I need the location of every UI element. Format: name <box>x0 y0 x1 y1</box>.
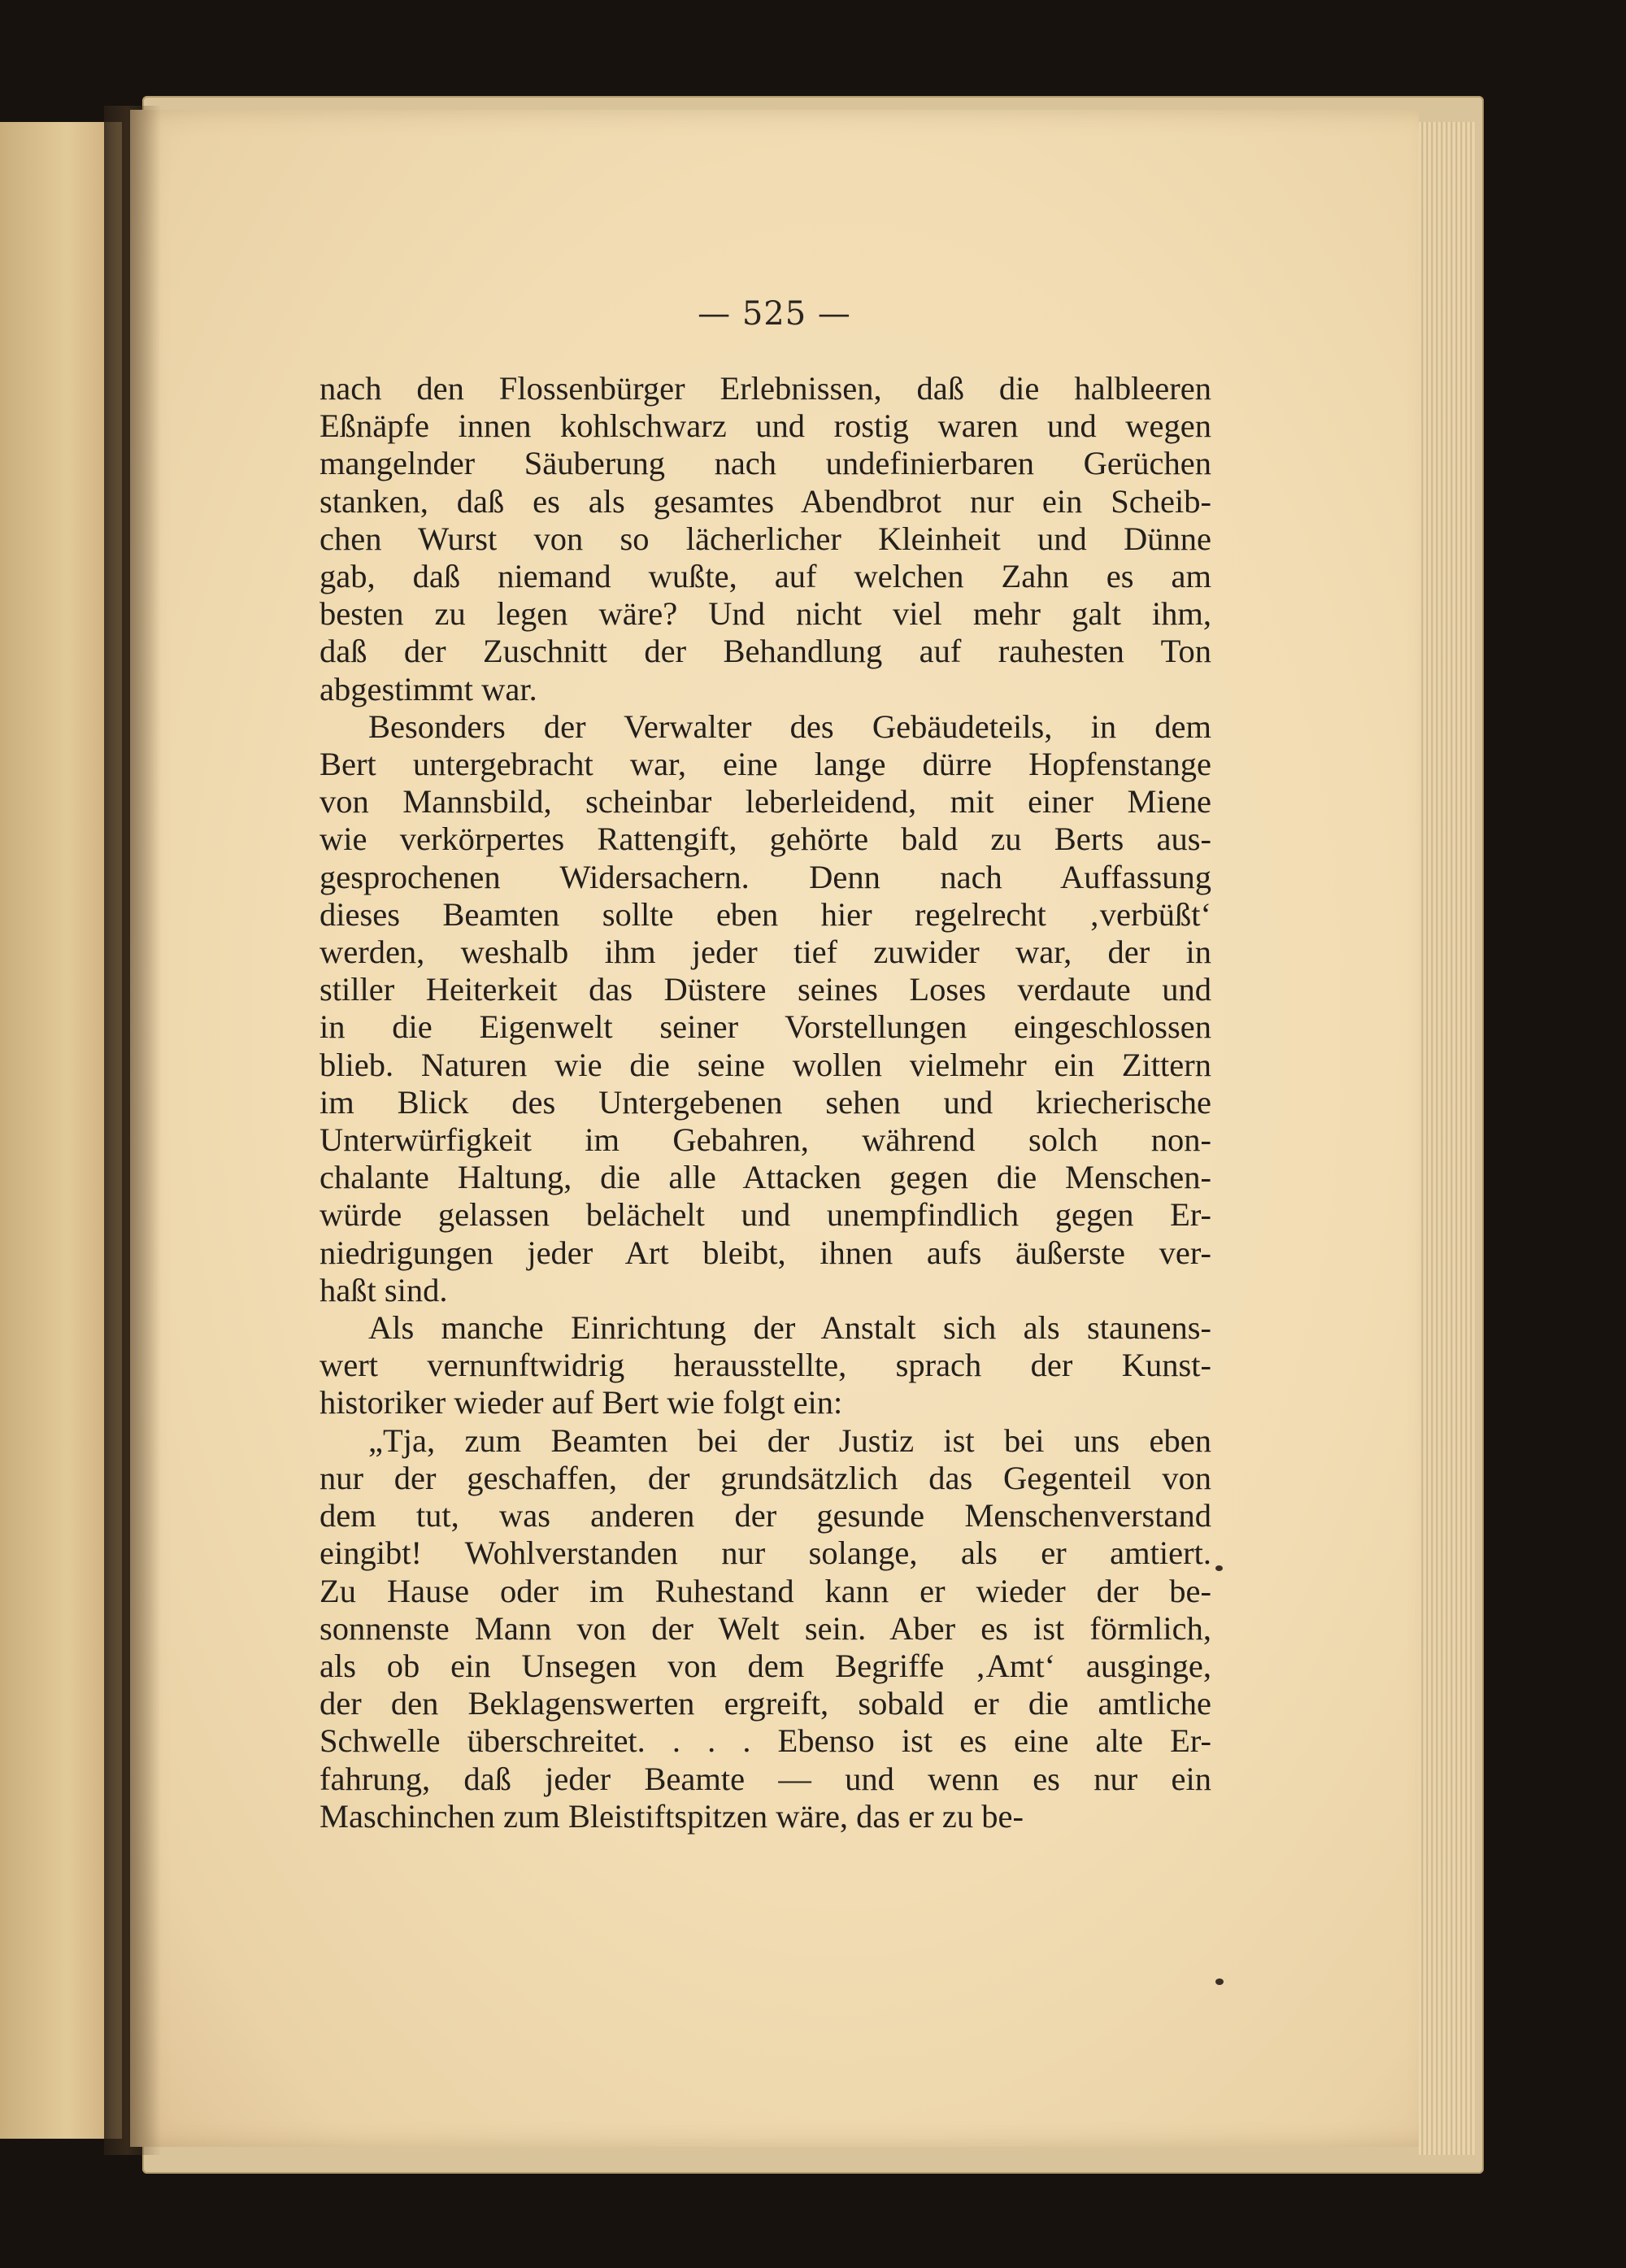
text-line: fahrung, daß jeder Beamte — und wenn es nur ein <box>320 1760 1211 1797</box>
text-line: Maschinchen zum Bleistiftspitzen wäre, das er zu be- <box>320 1797 1024 1835</box>
text-line: würde gelassen belächelt und unempfindlich gegen Er- <box>320 1196 1211 1234</box>
text-line: im Blick des Untergebenen sehen und kriecherische <box>320 1083 1211 1121</box>
text-line: wie verkörpertes Rattengift, gehörte bald zu Berts aus- <box>320 821 1211 858</box>
text-line: in die Eigenwelt seiner Vorstellungen eingeschlossen <box>320 1008 1211 1046</box>
text-line: der den Beklagenswerten ergreift, sobald er die amtliche <box>320 1685 1211 1722</box>
text-line: dieses Beamten sollte eben hier regelrecht ‚verbüßt‘ <box>320 895 1211 933</box>
text-line: dem tut, was anderen der gesunde Menschenverstand <box>320 1497 1211 1534</box>
text-line: nach den Flossenbürger Erlebnissen, daß die halbleeren <box>320 370 1211 407</box>
book-page <box>130 110 1419 2147</box>
text-line: gab, daß niemand wußte, auf welchen Zahn es am <box>320 558 1211 595</box>
speck <box>1215 1565 1223 1571</box>
text-line: besten zu legen wäre? Und nicht viel mehr galt ihm, <box>320 595 1211 633</box>
text-line: mangelnder Säuberung nach undefinierbaren Gerüchen <box>320 445 1211 482</box>
text-line: daß der Zuschnitt der Behandlung auf rauhesten Ton <box>320 633 1211 670</box>
text-line: stiller Heiterkeit das Düstere seines Loses verdaute und <box>320 971 1211 1008</box>
page-number: — 525 — <box>698 295 851 333</box>
text-line: gesprochenen Widersachern. Denn nach Auffassung <box>320 858 1211 895</box>
paragraph <box>320 370 1211 708</box>
text-line: wert vernunftwidrig herausstellte, sprach der Kunst- <box>320 1347 1211 1384</box>
speck <box>1215 1979 1224 1985</box>
paragraph <box>320 1422 1211 1835</box>
text-line: Besonders der Verwalter des Gebäudeteils, in dem <box>368 707 1211 745</box>
text-line: haßt sind. <box>320 1271 448 1308</box>
text-line: Bert untergebracht war, eine lange dürre Hopfenstange <box>320 746 1211 783</box>
text-line: als ob ein Unsegen von dem Begriffe ‚Amt‘ ausginge, <box>320 1647 1211 1684</box>
text-line: Zu Hause oder im Ruhestand kann er wieder der be- <box>320 1572 1211 1609</box>
page-edges <box>1419 122 1476 2155</box>
spine-gutter <box>104 106 161 2155</box>
text-line: stanken, daß es als gesamtes Abendbrot nur ein Scheib- <box>320 482 1211 520</box>
body-text <box>320 370 1211 1835</box>
text-line: Eßnäpfe innen kohlschwarz und rostig waren und wegen <box>320 407 1211 445</box>
text-line: chen Wurst von so lächerlicher Kleinheit und Dünne <box>320 520 1211 557</box>
text-line: sonnenste Mann von der Welt sein. Aber es ist förmlich, <box>320 1609 1211 1647</box>
text-line: „Tja, zum Beamten bei der Justiz ist bei uns eben <box>368 1421 1211 1459</box>
text-line: werden, weshalb ihm jeder tief zuwider war, der in <box>320 934 1211 971</box>
text-line: Schwelle überschreitet. . . . Ebenso ist es eine alte Er- <box>320 1722 1211 1760</box>
text-line: chalante Haltung, die alle Attacken gegen die Menschen- <box>320 1159 1211 1196</box>
text-line: historiker wieder auf Bert wie folgt ein: <box>320 1384 843 1421</box>
text-line: niedrigungen jeder Art bleibt, ihnen aufs äußerste ver- <box>320 1234 1211 1271</box>
text-line: abgestimmt war. <box>320 670 537 707</box>
text-line: Als manche Einrichtung der Anstalt sich als staunens- <box>368 1309 1211 1347</box>
text-line: eingibt! Wohlverstanden nur solange, als er amtiert. <box>320 1534 1211 1572</box>
text-line: blieb. Naturen wie die seine wollen vielmehr ein Zittern <box>320 1046 1211 1083</box>
paragraph <box>320 1309 1211 1422</box>
paragraph <box>320 708 1211 1309</box>
text-line: von Mannsbild, scheinbar leberleidend, mit einer Miene <box>320 783 1211 821</box>
text-line: Unterwürfigkeit im Gebahren, während solch non- <box>320 1121 1211 1159</box>
text-line: nur der geschaffen, der grundsätzlich das Gegenteil von <box>320 1459 1211 1496</box>
